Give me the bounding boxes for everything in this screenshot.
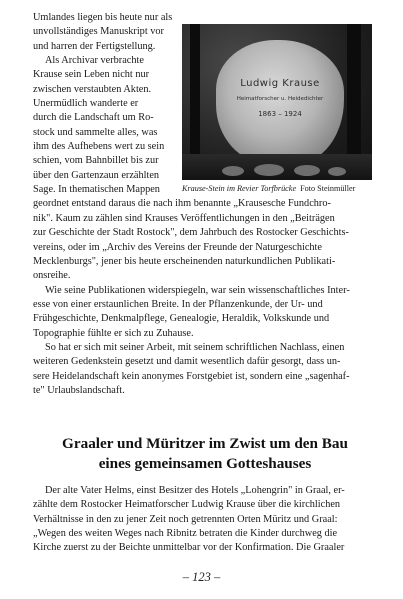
stone-inscription-name: Ludwig Krause: [240, 78, 320, 89]
photo-credit: Foto Steinmüller: [300, 184, 356, 193]
stone-inscription-title: Heimatforscher u. Heidedichter: [236, 96, 324, 102]
text-line: geordnet entstand daraus die nach ihm benannte „Krausesche Fundchro-: [33, 198, 331, 210]
text-line: Umlandes liegen bis heute nur als: [33, 12, 173, 23]
text-line: Der alte Vater Helms, einst Besitzer des Hotels „Lohengrin" in Graal, er-: [45, 485, 345, 496]
upper-text-column: [33, 11, 377, 398]
heading-line-2: eines gemeinsamen Gotteshauses: [98, 454, 312, 472]
text-line: nik". Kaum zu zählen sind Krauses Veröffentlichungen in den „Beiträgen: [33, 212, 335, 224]
text-line: schien, vom Bahnbillet bis zur: [33, 155, 159, 167]
text-line: zählte dem Rostocker Heimatforscher Ludwig Krause über die kirchlichen: [33, 499, 341, 511]
text-line: Als Archivar verbrachte: [45, 55, 144, 67]
text-line: sere Heidelandschaft kein anonymes Forstgebiet ist, sondern eine „sagenhaf-: [33, 370, 350, 382]
caption-text: Krause-Stein im Revier Torfbrücke: [182, 184, 297, 193]
text-line: durch die Landschaft um Ro-: [33, 112, 154, 124]
heading-line-1: Graaler und Müritzer im Zwist um den Bau: [62, 435, 348, 452]
text-line: zur Geschichte der Stadt Rostock", dem Jahrbuch des Rostocker Geschichts-: [33, 227, 349, 239]
text-line: esse von einer erstaunlichen Breite. In der Pflanzenkunde, der Ur- und: [33, 298, 323, 310]
text-line: weiteren Gedenkstein gesetzt und damit wesentlich dafür gesorgt, dass un-: [33, 356, 341, 368]
text-line: Sage. In thematischen Mappen: [33, 184, 160, 196]
text-line: unvollständiges Manuskript vor: [33, 26, 164, 38]
stone-inscription-years: 1863 – 1924: [258, 110, 302, 118]
text-line: Mecklenburgs", jener bis heute erscheinenden naturkundlichen Publikati-: [33, 255, 336, 267]
text-line: Wie seine Publikationen widerspiegeln, war sein wissenschaftliches Inter-: [45, 284, 350, 296]
text-line: stock und sammelte alles, was: [33, 126, 158, 138]
text-line: zwischen verstaubten Akten.: [33, 83, 152, 95]
text-line: Frühgeschichte, Denkmalpflege, Genealogie, Heraldik, Volkskunde und: [33, 313, 330, 325]
text-line: Krause sein Leben nicht nur: [33, 69, 150, 81]
text-line: und harren der Fertigstellung.: [33, 40, 156, 52]
text-line: Unermüdlich wanderte er: [33, 98, 139, 110]
page-number: – 123 –: [182, 570, 221, 584]
text-line: „Wegen des weiten Weges nach Ribnitz betraten die Kinder durchweg die: [33, 528, 338, 540]
lower-text-column: [33, 484, 377, 556]
text-line: Kirche zuerst zu der Beichte unmittelbar vor der Konfirmation. Die Graaler: [33, 542, 345, 554]
text-line: Topographie fühlte er sich zu Zuhause.: [33, 327, 194, 339]
text-line: über den Gartenzaun erzählten: [33, 169, 160, 181]
text-line: vereins, oder im „Archiv des Vereins der Freunde der Naturgeschichte: [33, 241, 322, 253]
text-line: ihm des Aufhebens wert zu sein: [33, 141, 165, 153]
text-line: So hat er sich mit seiner Arbeit, mit seinem schriftlichen Nachlass, einen: [45, 341, 345, 353]
text-line: Verhältnisse in den zu jener Zeit noch getrennten Orten Müritz und Graal:: [33, 513, 338, 525]
text-line: te" Urlaubslandschaft.: [33, 384, 125, 396]
text-line: onsreihe.: [33, 270, 71, 282]
section-heading: [33, 434, 377, 473]
